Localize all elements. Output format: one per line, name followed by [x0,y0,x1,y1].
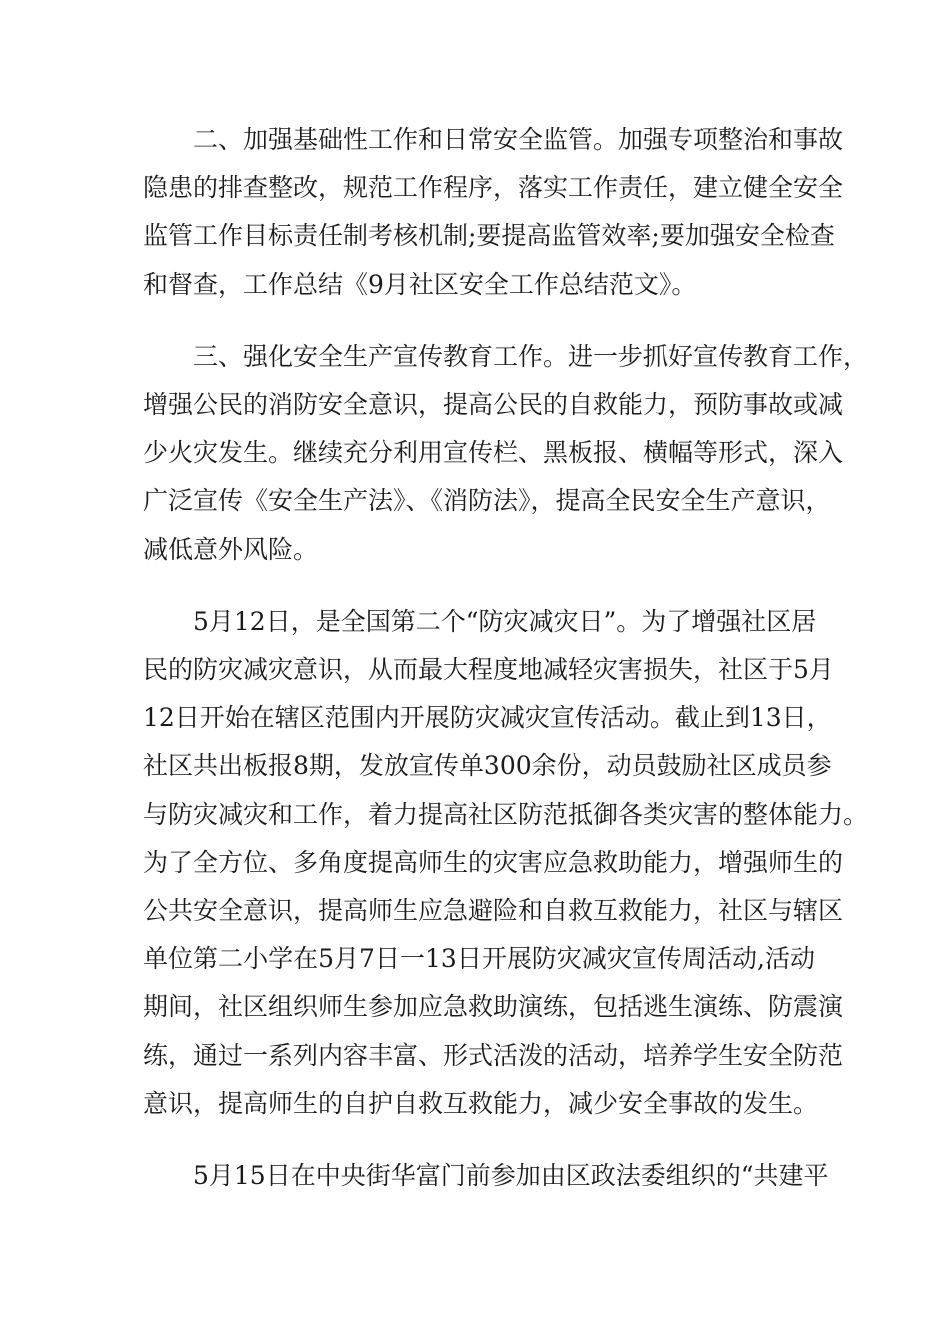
paragraph-may-15 [143,1152,829,1200]
paragraph-3 [143,333,869,574]
text-line: 意识，提高师生的自护自救互救能力，减少安全事故的发生。 [143,1088,819,1118]
paragraph-disaster-day [143,598,869,1128]
text-line: 监管工作目标责任制考核机制;要提高监管效率;要加强安全检查 [143,221,835,251]
text-line: 和督查，工作总结《9月社区安全工作总结范文》。 [143,269,697,299]
text-line: 少火灾发生。继续充分利用宣传栏、黑板报、横幅等形式，深入 [143,438,844,468]
text-line: 练，通过一系列内容丰富、形式活泼的活动，培养学生安全防范 [143,1040,844,1070]
text-line: 期间，社区组织师生参加应急救助演练，包括逃生演练、防震演 [143,992,844,1022]
text-line: 减低意外风险。 [143,534,319,564]
text-line: 单位第二小学在5月7日一13日开展防灾减灾宣传周活动,活动 [143,944,815,974]
text-line: 民的防灾减灾意识，从而最大程度地减轻灾害损失，社区于5月 [143,655,834,685]
text-line: 与防灾减灾和工作，着力提高社区防范抵御各类灾害的整体能力。 [143,799,869,829]
text-line: 5月15日在中央街华富门前参加由区政法委组织的“共建平 [193,1161,829,1191]
text-line: 社区共出板报8期，发放宣传单300余份，动员鼓励社区成员参 [143,751,832,781]
text-line: 公共安全意识，提高师生应急避险和自救互救能力，社区与辖区 [143,896,844,926]
text-line: 三、强化安全生产宣传教育工作。进一步抓好宣传教育工作， [193,341,869,371]
document-body [143,116,869,1224]
paragraph-2 [143,116,844,309]
text-line: 增强公民的消防安全意识，提高公民的自救能力，预防事故或减 [143,390,844,420]
text-line: 隐患的排查整改，规范工作程序，落实工作责任，建立健全安全 [143,173,844,203]
text-line: 12日开始在辖区范围内开展防灾减灾宣传活动。截止到13日， [143,703,832,733]
text-line: 5月12日，是全国第二个“防灾减灾日”。为了增强社区居 [193,606,817,636]
text-line: 广泛宣传《安全生产法》、《消防法》，提高全民安全生产意识， [143,486,831,516]
text-line: 为了全方位、多角度提高师生的灾害应急救助能力，增强师生的 [143,847,844,877]
text-line: 二、加强基础性工作和日常安全监管。加强专项整治和事故 [193,125,844,154]
